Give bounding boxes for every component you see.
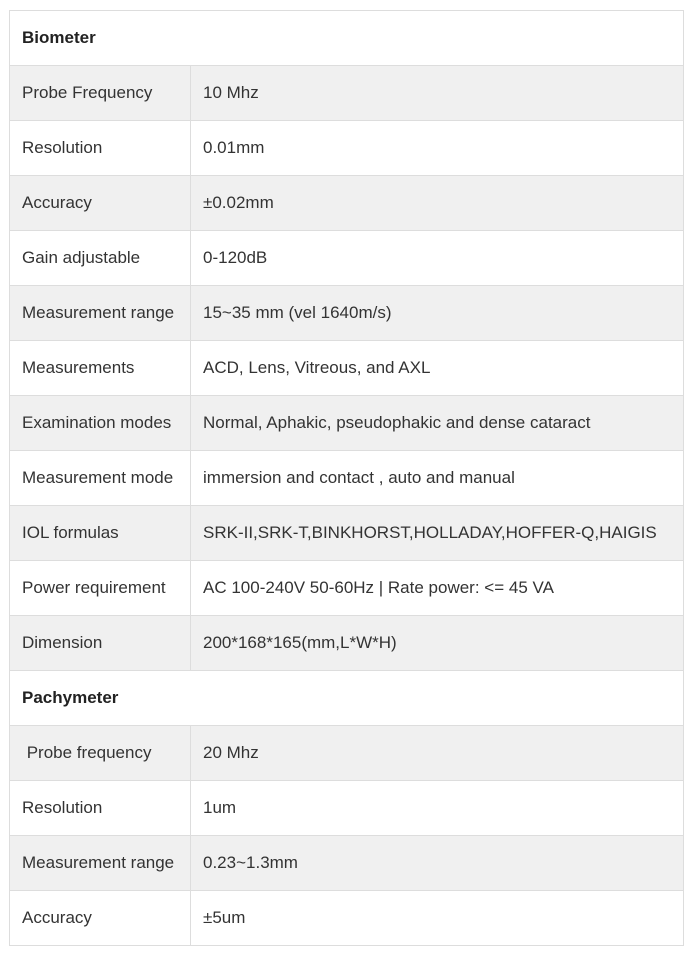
section-header-biometer — [10, 11, 684, 66]
spec-value: immersion and contact , auto and manual — [191, 451, 684, 506]
spec-label: Accuracy — [10, 176, 191, 231]
spec-value: 0.23~1.3mm — [191, 836, 684, 891]
section-header-pachymeter — [10, 671, 684, 726]
spec-table — [9, 10, 684, 946]
spec-label: Probe frequency — [10, 726, 191, 781]
spec-label: Resolution — [10, 121, 191, 176]
table-row — [10, 726, 684, 781]
table-row — [10, 341, 684, 396]
spec-label: Power requirement — [10, 561, 191, 616]
spec-value: 20 Mhz — [191, 726, 684, 781]
spec-value: ±0.02mm — [191, 176, 684, 231]
spec-value: ±5um — [191, 891, 684, 946]
spec-label: Resolution — [10, 781, 191, 836]
spec-value: AC 100-240V 50-60Hz | Rate power: <= 45 VA — [191, 561, 684, 616]
table-row — [10, 176, 684, 231]
spec-label: Examination modes — [10, 396, 191, 451]
table-row — [10, 66, 684, 121]
table-row — [10, 836, 684, 891]
spec-value: 15~35 mm (vel 1640m/s) — [191, 286, 684, 341]
spec-label: Probe Frequency — [10, 66, 191, 121]
table-row — [10, 506, 684, 561]
spec-label: Accuracy — [10, 891, 191, 946]
spec-label: Measurement range — [10, 836, 191, 891]
table-row — [10, 781, 684, 836]
spec-label: Dimension — [10, 616, 191, 671]
table-row — [10, 616, 684, 671]
spec-value: 0.01mm — [191, 121, 684, 176]
spec-value: ACD, Lens, Vitreous, and AXL — [191, 341, 684, 396]
table-row — [10, 286, 684, 341]
spec-value: 200*168*165(mm,L*W*H) — [191, 616, 684, 671]
spec-value: 1um — [191, 781, 684, 836]
spec-label: Measurements — [10, 341, 191, 396]
section-title: Pachymeter — [10, 671, 684, 726]
spec-label: Measurement mode — [10, 451, 191, 506]
spec-label: Measurement range — [10, 286, 191, 341]
table-row — [10, 231, 684, 286]
spec-label: IOL formulas — [10, 506, 191, 561]
spec-label: Gain adjustable — [10, 231, 191, 286]
spec-value: SRK-II,SRK-T,BINKHORST,HOLLADAY,HOFFER-Q,HAIGIS — [191, 506, 684, 561]
table-row — [10, 891, 684, 946]
spec-value: 10 Mhz — [191, 66, 684, 121]
section-title: Biometer — [10, 11, 684, 66]
table-row — [10, 396, 684, 451]
spec-value: Normal, Aphakic, pseudophakic and dense cataract — [191, 396, 684, 451]
spec-value: 0-120dB — [191, 231, 684, 286]
table-row — [10, 561, 684, 616]
table-row — [10, 451, 684, 506]
table-row — [10, 121, 684, 176]
